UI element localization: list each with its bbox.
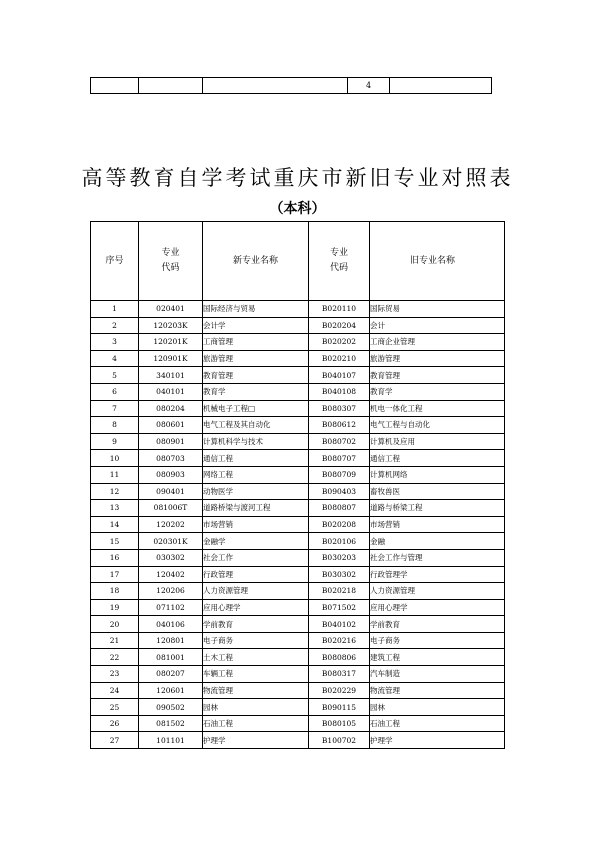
row-new-code: 080207 bbox=[139, 666, 203, 683]
table-row bbox=[91, 350, 505, 367]
row-old-name: 建筑工程 bbox=[370, 649, 505, 666]
row-new-name: 网络工程 bbox=[203, 466, 309, 483]
row-seq: 5 bbox=[91, 367, 139, 384]
table-row bbox=[91, 400, 505, 417]
table-header-row bbox=[91, 222, 505, 301]
row-old-code: B080709 bbox=[309, 466, 370, 483]
row-new-code: 120206 bbox=[139, 583, 203, 600]
table-body bbox=[91, 301, 505, 749]
fragment-page-number: 4 bbox=[348, 78, 390, 93]
row-old-code: B080612 bbox=[309, 417, 370, 434]
row-new-name: 旅游管理 bbox=[203, 350, 309, 367]
row-seq: 14 bbox=[91, 516, 139, 533]
row-new-code: 081502 bbox=[139, 715, 203, 732]
row-new-name: 土木工程 bbox=[203, 649, 309, 666]
table-row bbox=[91, 632, 505, 649]
row-new-code: 020301K bbox=[139, 533, 203, 550]
row-old-code: B020202 bbox=[309, 334, 370, 351]
row-new-name: 通信工程 bbox=[203, 450, 309, 467]
row-new-name: 道路桥梁与渡河工程 bbox=[203, 500, 309, 517]
row-new-name: 动物医学 bbox=[203, 483, 309, 500]
row-seq: 15 bbox=[91, 533, 139, 550]
table-row bbox=[91, 549, 505, 566]
table-row bbox=[91, 583, 505, 600]
table-row bbox=[91, 317, 505, 334]
row-seq: 21 bbox=[91, 632, 139, 649]
row-old-code: B040102 bbox=[309, 616, 370, 633]
row-new-name: 车辆工程 bbox=[203, 666, 309, 683]
table-row bbox=[91, 417, 505, 434]
row-seq: 17 bbox=[91, 566, 139, 583]
row-old-code: B030302 bbox=[309, 566, 370, 583]
header-old-code: 专业 代码 bbox=[309, 222, 370, 301]
row-old-name: 市场营销 bbox=[370, 516, 505, 533]
table-row bbox=[91, 666, 505, 683]
row-old-name: 人力资源管理 bbox=[370, 583, 505, 600]
row-new-name: 教育管理 bbox=[203, 367, 309, 384]
row-new-code: 080601 bbox=[139, 417, 203, 434]
fragment-cell bbox=[139, 78, 203, 93]
row-seq: 24 bbox=[91, 682, 139, 699]
row-new-code: 090401 bbox=[139, 483, 203, 500]
table-row bbox=[91, 301, 505, 318]
table-row bbox=[91, 682, 505, 699]
row-old-code: B080807 bbox=[309, 500, 370, 517]
row-old-code: B080307 bbox=[309, 400, 370, 417]
row-old-name: 应用心理学 bbox=[370, 599, 505, 616]
row-new-code: 081006T bbox=[139, 500, 203, 517]
fragment-cell bbox=[91, 78, 139, 93]
row-new-name: 应用心理学 bbox=[203, 599, 309, 616]
row-new-code: 120202 bbox=[139, 516, 203, 533]
row-seq: 1 bbox=[91, 301, 139, 318]
row-new-code: 020401 bbox=[139, 301, 203, 318]
row-seq: 12 bbox=[91, 483, 139, 500]
row-old-code: B020208 bbox=[309, 516, 370, 533]
row-seq: 23 bbox=[91, 666, 139, 683]
row-seq: 13 bbox=[91, 500, 139, 517]
row-new-code: 090502 bbox=[139, 699, 203, 716]
row-new-code: 120201K bbox=[139, 334, 203, 351]
table-row bbox=[91, 649, 505, 666]
row-seq: 25 bbox=[91, 699, 139, 716]
row-new-code: 071102 bbox=[139, 599, 203, 616]
row-new-name: 社会工作 bbox=[203, 549, 309, 566]
row-seq: 18 bbox=[91, 583, 139, 600]
table-row bbox=[91, 533, 505, 550]
table-row bbox=[91, 732, 505, 749]
table-row bbox=[91, 715, 505, 732]
row-seq: 26 bbox=[91, 715, 139, 732]
table-row bbox=[91, 367, 505, 384]
row-old-name: 通信工程 bbox=[370, 450, 505, 467]
row-old-name: 机电一体化工程 bbox=[370, 400, 505, 417]
row-new-code: 030302 bbox=[139, 549, 203, 566]
row-new-code: 340101 bbox=[139, 367, 203, 384]
row-old-name: 园林 bbox=[370, 699, 505, 716]
row-old-name: 汽车制造 bbox=[370, 666, 505, 683]
row-old-code: B020204 bbox=[309, 317, 370, 334]
row-old-name: 行政管理学 bbox=[370, 566, 505, 583]
row-old-code: B020110 bbox=[309, 301, 370, 318]
table-row bbox=[91, 599, 505, 616]
row-old-name: 电子商务 bbox=[370, 632, 505, 649]
row-old-name: 金融 bbox=[370, 533, 505, 550]
row-old-code: B100702 bbox=[309, 732, 370, 749]
fragment-cell bbox=[203, 78, 348, 93]
row-seq: 6 bbox=[91, 383, 139, 400]
header-old-name: 旧专业名称 bbox=[370, 222, 505, 301]
row-old-code: B020229 bbox=[309, 682, 370, 699]
row-new-name: 机械电子工程□ bbox=[203, 400, 309, 417]
row-old-code: B040107 bbox=[309, 367, 370, 384]
table-row bbox=[91, 450, 505, 467]
row-new-code: 080901 bbox=[139, 433, 203, 450]
row-new-name: 金融学 bbox=[203, 533, 309, 550]
row-new-name: 计算机科学与技术 bbox=[203, 433, 309, 450]
row-new-name: 人力资源管理 bbox=[203, 583, 309, 600]
table-row bbox=[91, 334, 505, 351]
row-old-name: 学前教育 bbox=[370, 616, 505, 633]
row-old-code: B020218 bbox=[309, 583, 370, 600]
row-new-code: 080204 bbox=[139, 400, 203, 417]
row-seq: 8 bbox=[91, 417, 139, 434]
row-seq: 20 bbox=[91, 616, 139, 633]
row-old-name: 计算机网络 bbox=[370, 466, 505, 483]
table-row bbox=[91, 699, 505, 716]
row-new-name: 市场营销 bbox=[203, 516, 309, 533]
table-row bbox=[91, 500, 505, 517]
row-old-code: B080105 bbox=[309, 715, 370, 732]
row-seq: 9 bbox=[91, 433, 139, 450]
row-old-name: 护理学 bbox=[370, 732, 505, 749]
row-old-code: B071502 bbox=[309, 599, 370, 616]
header-seq: 序号 bbox=[91, 222, 139, 301]
row-seq: 11 bbox=[91, 466, 139, 483]
row-old-code: B090115 bbox=[309, 699, 370, 716]
row-old-name: 电气工程与自动化 bbox=[370, 417, 505, 434]
row-new-code: 080903 bbox=[139, 466, 203, 483]
row-old-name: 物流管理 bbox=[370, 682, 505, 699]
row-new-code: 120801 bbox=[139, 632, 203, 649]
row-old-name: 道路与桥梁工程 bbox=[370, 500, 505, 517]
row-new-name: 教育学 bbox=[203, 383, 309, 400]
row-seq: 19 bbox=[91, 599, 139, 616]
row-new-code: 120601 bbox=[139, 682, 203, 699]
row-seq: 10 bbox=[91, 450, 139, 467]
row-seq: 3 bbox=[91, 334, 139, 351]
row-new-code: 120402 bbox=[139, 566, 203, 583]
row-new-code: 120901K bbox=[139, 350, 203, 367]
row-old-code: B020210 bbox=[309, 350, 370, 367]
table-row bbox=[91, 433, 505, 450]
document-subtitle: （本科） bbox=[269, 201, 326, 217]
row-old-code: B080707 bbox=[309, 450, 370, 467]
table-row bbox=[91, 383, 505, 400]
row-new-code: 081001 bbox=[139, 649, 203, 666]
row-old-code: B080317 bbox=[309, 666, 370, 683]
row-old-name: 石油工程 bbox=[370, 715, 505, 732]
row-old-name: 工商企业管理 bbox=[370, 334, 505, 351]
row-old-name: 计算机及应用 bbox=[370, 433, 505, 450]
row-old-code: B020216 bbox=[309, 632, 370, 649]
row-old-name: 畜牧兽医 bbox=[370, 483, 505, 500]
row-new-code: 120203K bbox=[139, 317, 203, 334]
row-seq: 2 bbox=[91, 317, 139, 334]
row-new-name: 电气工程及其自动化 bbox=[203, 417, 309, 434]
row-seq: 22 bbox=[91, 649, 139, 666]
row-new-code: 040106 bbox=[139, 616, 203, 633]
row-old-code: B030203 bbox=[309, 549, 370, 566]
row-new-name: 会计学 bbox=[203, 317, 309, 334]
row-old-code: B080806 bbox=[309, 649, 370, 666]
row-new-name: 工商管理 bbox=[203, 334, 309, 351]
fragment-cell bbox=[390, 78, 491, 93]
row-old-name: 社会工作与管理 bbox=[370, 549, 505, 566]
table-row bbox=[91, 516, 505, 533]
previous-page-table-fragment bbox=[90, 77, 492, 94]
row-old-name: 教育管理 bbox=[370, 367, 505, 384]
row-seq: 16 bbox=[91, 549, 139, 566]
row-new-name: 学前教育 bbox=[203, 616, 309, 633]
row-old-name: 教育学 bbox=[370, 383, 505, 400]
row-seq: 27 bbox=[91, 732, 139, 749]
row-new-name: 电子商务 bbox=[203, 632, 309, 649]
row-old-name: 旅游管理 bbox=[370, 350, 505, 367]
row-new-code: 040101 bbox=[139, 383, 203, 400]
row-old-code: B020106 bbox=[309, 533, 370, 550]
table-row bbox=[91, 466, 505, 483]
row-old-code: B090403 bbox=[309, 483, 370, 500]
row-old-name: 国际贸易 bbox=[370, 301, 505, 318]
row-old-code: B080702 bbox=[309, 433, 370, 450]
row-old-code: B040108 bbox=[309, 383, 370, 400]
row-new-name: 国际经济与贸易 bbox=[203, 301, 309, 318]
header-new-code: 专业 代码 bbox=[139, 222, 203, 301]
row-new-code: 080703 bbox=[139, 450, 203, 467]
row-new-name: 护理学 bbox=[203, 732, 309, 749]
row-old-name: 会计 bbox=[370, 317, 505, 334]
row-seq: 4 bbox=[91, 350, 139, 367]
table-row bbox=[91, 616, 505, 633]
table-row bbox=[91, 483, 505, 500]
header-new-name: 新专业名称 bbox=[203, 222, 309, 301]
table-row bbox=[91, 566, 505, 583]
row-new-name: 石油工程 bbox=[203, 715, 309, 732]
document-title: 高等教育自学考试重庆市新旧专业对照表 bbox=[81, 166, 514, 190]
row-new-code: 101101 bbox=[139, 732, 203, 749]
row-new-name: 园林 bbox=[203, 699, 309, 716]
row-new-name: 物流管理 bbox=[203, 682, 309, 699]
row-seq: 7 bbox=[91, 400, 139, 417]
row-new-name: 行政管理 bbox=[203, 566, 309, 583]
major-comparison-table bbox=[90, 221, 505, 749]
